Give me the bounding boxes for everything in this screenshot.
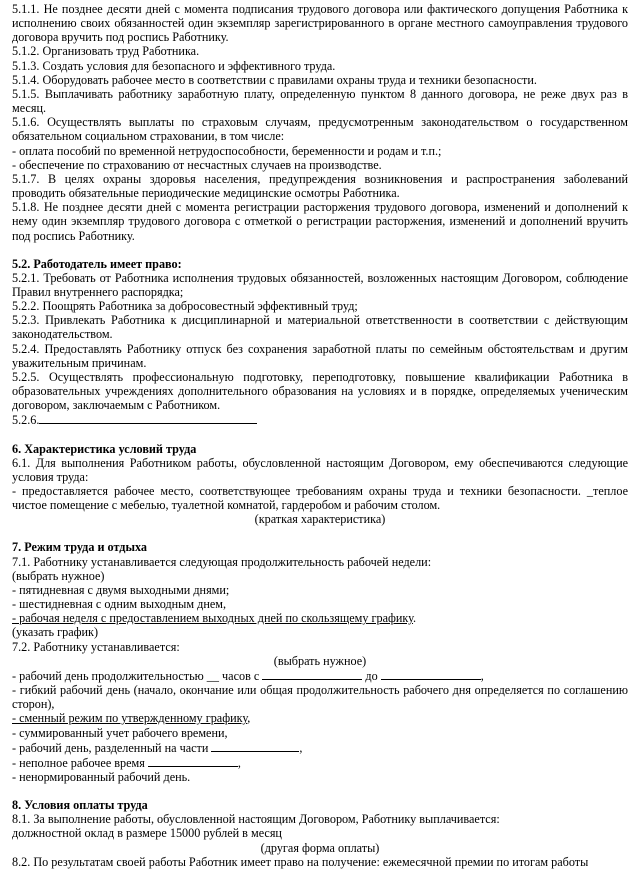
clause-7-2-option-c-end: , — [247, 711, 251, 726]
clause-7-2-option-c — [12, 711, 628, 725]
option-f-text: - неполное рабочее время — [12, 755, 145, 770]
clause-7-1-select-note: (выбрать нужное) — [12, 568, 105, 583]
clause-5-2-2: 5.2.2. Поощрять Работника за добросовестный эффективный труд; — [12, 299, 358, 314]
clause-5-1-4: 5.1.4. Оборудовать рабочее место в соответствии с правилами охраны труда и техники безопасности. — [12, 72, 537, 87]
clause-8-1-salary: должностной оклад в размере 15000 рублей в месяц — [12, 826, 282, 841]
spacer — [12, 526, 628, 540]
clause-7-1-option-b: - шестидневная с одним выходным днем, — [12, 597, 227, 612]
blank-line — [39, 412, 257, 424]
clause-6-1: 6.1. Для выполнения Работником работы, обусловленной настоящим Договором, ему обеспечиваются следующие условия труда: — [12, 455, 628, 484]
clause-5-1-3: 5.1.3. Создать условия для безопасного и эффективного труда. — [12, 58, 336, 73]
clause-5-1-5: 5.1.5. Выплачивать работнику заработную плату, определенную пунктом 8 данного договора, не реже двух раз в месяц. — [12, 86, 628, 116]
clause-7-2-option-e — [12, 740, 628, 755]
clause-7-1: 7.1. Работнику устанавливается следующая продолжительность рабочей недели: — [12, 554, 432, 569]
clause-7-2-select-note: (выбрать нужное) — [273, 653, 367, 668]
blank-line — [148, 755, 238, 767]
spacer — [12, 428, 628, 442]
clause-5-1-6: 5.1.6. Осуществлять выплаты по страховым случаям, предусмотренным законодательством о государственном обязательном социальном страховании, в том числе: — [12, 115, 628, 144]
blank-line — [211, 740, 299, 752]
clause-5-2-5: 5.2.5. Осуществлять профессиональную подготовку, переподготовку, повышение квалификации Работника в образовательных учреждениях дополнительного образования на условиях и в порядке, определяемых ученическим договором, заключаемым с Работником. — [12, 369, 628, 413]
clause-5-2-4: 5.2.4. Предоставлять Работнику отпуск без сохранения заработной платы по семейным обстоятельствам и другим уважительным причинам. — [12, 341, 628, 370]
clause-5-2-3: 5.2.3. Привлекать Работника к дисциплинарной и материальной ответственности в соответствии с действующим законодательством. — [12, 313, 628, 342]
option-a-text-3: , — [480, 668, 484, 683]
section-6-heading: 6. Характеристика условий труда — [12, 441, 197, 456]
clause-7-2-option-g: - ненормированный рабочий день. — [12, 769, 191, 784]
clause-7-2-option-a — [12, 668, 628, 683]
clause-5-2-6 — [12, 412, 628, 427]
spacer — [12, 243, 628, 257]
clause-7-2-option-f — [12, 755, 628, 770]
clause-7-2-option-b: - гибкий рабочий день (начало, окончание или общая продолжительность рабочего дня определяется по соглашению сторон), — [12, 683, 628, 712]
clause-5-2-1: 5.2.1. Требовать от Работника исполнения трудовых обязанностей, возложенных настоящим Договором, соблюдение Правил внутреннего распорядка; — [12, 270, 628, 299]
option-f-end: , — [237, 755, 241, 770]
clause-5-1-2: 5.1.2. Организовать труд Работника. — [12, 44, 200, 59]
clause-8-2: 8.2. По результатам своей работы Работник имеет право на получение: ежемесячной премии по итогам работы — [12, 854, 589, 869]
clause-5-1-8: 5.1.8. Не позднее десяти дней с момента регистрации расторжения трудового договора, изменений и дополнений к нему один экземпляр трудового договора с отметкой о регистрации расторжения, изменений и дополнений вручить под роспись Работнику. — [12, 200, 628, 243]
clause-7-1-option-c-text: - рабочая неделя с предоставлением выходных дней по скользящему графику — [12, 611, 414, 626]
clause-7-1-schedule-note: (указать график) — [12, 625, 99, 640]
clause-7-1-option-c-end: . — [413, 611, 417, 626]
clause-5-2-6-label: 5.2.6. — [12, 413, 40, 428]
clause-6-1-item: - предоставляется рабочее место, соответствующее требованиям охраны труда и техники безопасности. _теплое чистое помещение с мебелью, туалетной комнатой, гардеробом и рабочим столом. — [12, 484, 628, 513]
clause-7-2-option-c-text: - сменный режим по утвержденному графику — [12, 711, 248, 726]
clause-5-1-6-item-a: - оплата пособий по временной нетрудоспособности, беременности и родам и т.п.; — [12, 143, 442, 158]
option-e-end: , — [299, 740, 303, 755]
clause-5-1-1: 5.1.1. Не позднее десяти дней с момента подписания трудового договора или фактического допущения Работника к исполнению своих обязанностей один экземпляр зарегистрированного в органе местного самоуправления трудового договора вручить под роспись Работнику. — [12, 2, 628, 45]
section-8-heading: 8. Условия оплаты труда — [12, 798, 148, 813]
option-a-text-1: - рабочий день продолжительностью __ часов с — [12, 668, 260, 683]
blank-line — [381, 668, 481, 680]
option-a-text-2: до — [365, 668, 378, 683]
clause-5-1-7: 5.1.7. В целях охраны здоровья населения, предупреждения возникновения и распространения заболеваний проводить обязательные периодические медицинские осмотры Работника. — [12, 171, 628, 201]
clause-7-1-option-c — [12, 611, 628, 625]
option-e-text: - рабочий день, разделенный на части — [12, 740, 209, 755]
section-7-heading: 7. Режим труда и отдыха — [12, 540, 148, 555]
blank-line — [262, 668, 362, 680]
clause-7-1-option-a: - пятидневная с двумя выходными днями; — [12, 582, 230, 597]
clause-5-1-6-item-b: - обеспечение по страхованию от несчастных случаев на производстве. — [12, 157, 382, 172]
clause-8-1: 8.1. За выполнение работы, обусловленной настоящим Договором, Работнику выплачивается: — [12, 812, 500, 827]
clause-7-2: 7.2. Работнику устанавливается: — [12, 639, 180, 654]
spacer — [12, 784, 628, 798]
clause-7-2-option-d: - суммированный учет рабочего времени, — [12, 725, 228, 740]
clause-8-1-note: (другая форма оплаты) — [260, 840, 380, 855]
clause-6-1-note: (краткая характеристика) — [254, 512, 386, 527]
section-5-2-heading: 5.2. Работодатель имеет право: — [12, 256, 182, 271]
